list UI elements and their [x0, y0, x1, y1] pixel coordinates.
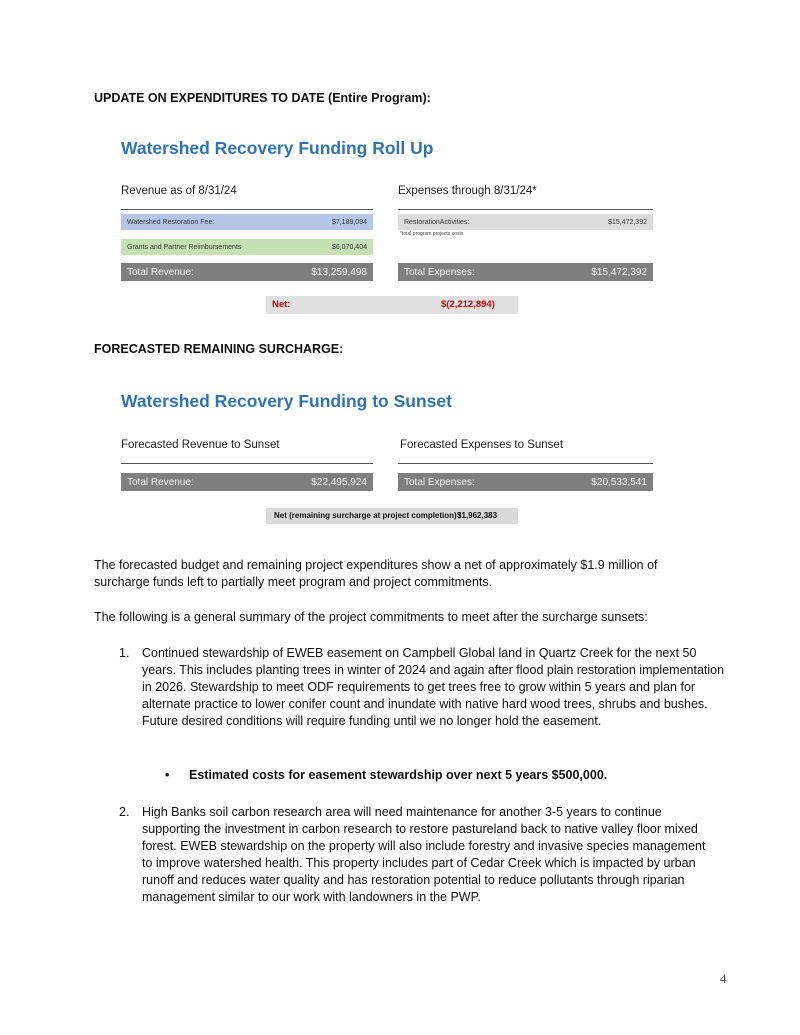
section-heading-expenditures: UPDATE ON EXPENDITURES TO DATE (Entire Program):: [94, 91, 431, 105]
forecast-expenses-label: Forecasted Expenses to Sunset: [400, 439, 564, 451]
forecast-expenses-rule: [398, 463, 653, 464]
grants-value: $6,070,404: [331, 243, 367, 251]
page-number: 4: [720, 971, 727, 986]
restoration-fee-row: [121, 214, 373, 230]
total-expenses-label: Total Expenses:: [404, 266, 475, 278]
forecast-revenue-rule: [121, 463, 373, 464]
easement-cost-bullet: Estimated costs for easement stewardship over next 5 years $500,000.: [189, 768, 608, 782]
restoration-activities-row: [398, 214, 653, 230]
forecast-revenue-label: Forecasted Revenue to Sunset: [121, 439, 280, 451]
forecast-net-value: $1,962,383: [457, 511, 498, 520]
list-item-2-text: High Banks soil carbon research area will need maintenance for another 3-5 years to continue supporting the investment in carbon research to restore pastureland back to native valley floor mixed forest. EWEB stewardship on the property will also include forestry and invasive species management to improve watershed health. This property includes part of Cedar Creek which is impacted by urban runoff and reduces water quality and has restoration potential to reduce pollutants through riparian management similar to our work with landowners in the PWP.: [142, 805, 706, 904]
grants-row: [121, 239, 373, 255]
total-revenue-label: Total Revenue:: [127, 266, 194, 278]
forecast-total-revenue-value: $22,495,924: [311, 476, 367, 488]
restoration-activities-value: $15,472,392: [608, 218, 647, 226]
net-label: Net:: [272, 299, 291, 310]
commitments-intro: The following is a general summary of the project commitments to meet after the surcharge sunsets:: [94, 610, 648, 624]
restoration-activities-label: RestorationActivities:: [404, 218, 470, 226]
forecast-total-revenue-label: Total Revenue:: [127, 476, 194, 488]
rollup-title: Watershed Recovery Funding Roll Up: [121, 138, 434, 158]
forecast-total-expenses-value: $20,533,541: [591, 476, 647, 488]
list-number-1: 1.: [119, 646, 130, 660]
forecast-total-expenses-label: Total Expenses:: [404, 476, 475, 488]
summary-paragraph: The forecasted budget and remaining project expenditures show a net of approximately $1.9 million of surcharge funds left to partially meet program and project commitments.: [94, 558, 658, 589]
section-heading-forecast: FORECASTED REMAINING SURCHARGE:: [94, 342, 344, 356]
sunset-title: Watershed Recovery Funding to Sunset: [121, 391, 452, 411]
forecast-net-bar: [266, 508, 518, 524]
activities-footnote: *total program projects costs: [400, 231, 464, 237]
revenue-column-label: Revenue as of 8/31/24: [121, 185, 237, 197]
forecast-net-label: Net (remaining surcharge at project completion) :: [274, 511, 462, 520]
forecast-total-expenses-bar: [398, 473, 653, 491]
bullet-dot-icon: •: [165, 768, 170, 782]
net-value: $(2,212,894): [441, 299, 495, 310]
revenue-rule: [121, 209, 373, 210]
net-bar: [266, 296, 518, 314]
list-number-2: 2.: [119, 805, 130, 819]
grants-label: Grants and Partner Reimbursements: [127, 243, 242, 251]
total-expenses-bar: [398, 263, 653, 281]
restoration-fee-value: $7,189,094: [331, 218, 367, 226]
total-revenue-value: $13,259,498: [311, 266, 367, 278]
total-expenses-value: $15,472,392: [591, 266, 647, 278]
expenses-column-label: Expenses through 8/31/24*: [398, 185, 537, 197]
total-revenue-bar: [121, 263, 373, 281]
list-item-1-text: Continued stewardship of EWEB easement on Campbell Global land in Quartz Creek for the next 50 years. This includes planting trees in winter of 2024 and again after flood plain restoration implementation in 2026. Stewardship to meet ODF requirements to get trees free to grow within 5 years and plan for alternate practice to lower conifer count and inundate with native hard wood trees, shrubs and bushes. Future desired conditions will require funding until we no longer hold the easement.: [142, 646, 725, 728]
expenses-rule: [398, 209, 653, 210]
restoration-fee-label: Watershed Restoration Fee:: [127, 218, 215, 226]
forecast-total-revenue-bar: [121, 473, 373, 491]
